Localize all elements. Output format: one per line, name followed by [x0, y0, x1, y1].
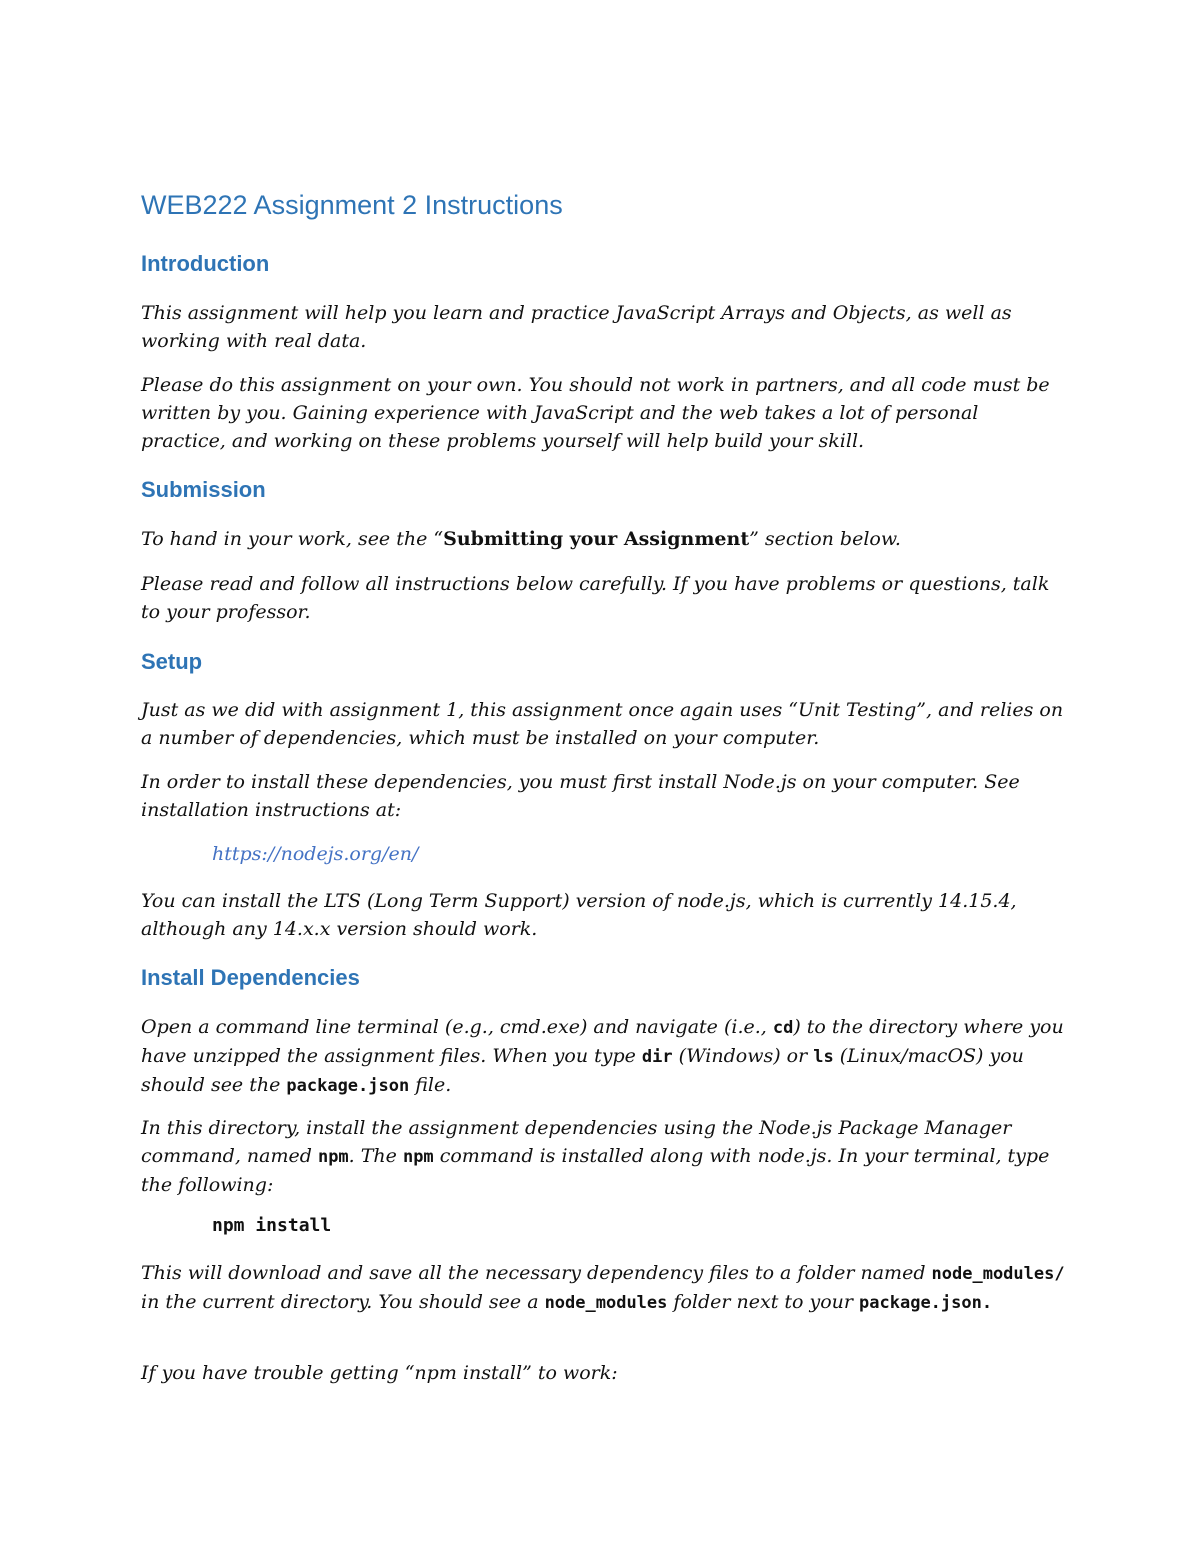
heading-introduction: Introduction	[141, 251, 270, 276]
setup-paragraph-2: In order to install these dependencies, you must first install Node.js on your computer. See installation instructions at:	[141, 771, 1020, 821]
install-paragraph-3: This will download and save all the necessary dependency files to a folder named node_modules/ in the current directory. You should see a node_modules folder next to your package.json.	[141, 1262, 1065, 1313]
heading-install-dependencies: Install Dependencies	[141, 965, 360, 990]
inline-code-package-json-2: package.json.	[859, 1293, 993, 1313]
install-paragraph-2: In this directory, install the assignment dependencies using the Node.js Package Manager command, named npm. The npm command is installed along with node.js. In your terminal, type the following:	[141, 1117, 1050, 1196]
inline-code-cd: cd	[772, 1018, 794, 1038]
submission-paragraph-1: To hand in your work, see the “Submitting your Assignment” section below.	[141, 528, 901, 550]
intro-paragraph-1: This assignment will help you learn and practice JavaScript Arrays and Objects, as well as working with real data.	[141, 302, 1012, 352]
heading-setup: Setup	[141, 649, 203, 674]
npm-install-command: npm install	[212, 1215, 332, 1236]
setup-paragraph-1: Just as we did with assignment 1, this assignment once again uses “Unit Testing”, and relies on a number of dependencies, which must be installed on your computer.	[141, 699, 1064, 749]
inline-code-package-json: package.json	[286, 1076, 410, 1096]
submission-section-reference: Submitting your Assignment	[443, 528, 750, 550]
submission-paragraph-2: Please read and follow all instructions below carefully. If you have problems or questions, talk to your professor.	[141, 573, 1050, 623]
setup-paragraph-3: You can install the LTS (Long Term Support) version of node.js, which is currently 14.15.4, although any 14.x.x version should work.	[141, 890, 1017, 940]
inline-code-ls: ls	[813, 1047, 834, 1067]
intro-paragraph-2: Please do this assignment on your own. You should not work in partners, and all code must be written by you. Gaining experience with JavaScript and the web takes a lot of personal practice, and working on these problems yourself will help build your skill.	[141, 374, 1050, 452]
nodejs-link[interactable]: https://nodejs.org/en/	[212, 843, 419, 865]
inline-code-dir: dir	[641, 1047, 673, 1067]
install-paragraph-1: Open a command line terminal (e.g., cmd.exe) and navigate (i.e., cd) to the directory where you have unzipped the assignment files. When you type dir (Windows) or ls (Linux/macOS) you should see the package.json file.	[141, 1016, 1064, 1096]
inline-code-node-modules: node_modules/	[931, 1264, 1065, 1284]
install-paragraph-4: If you have trouble getting “npm install” to work:	[141, 1362, 618, 1384]
heading-submission: Submission	[141, 477, 266, 502]
inline-code-node-modules-folder: node_modules	[544, 1293, 668, 1313]
document-title: WEB222 Assignment 2 Instructions	[141, 190, 563, 220]
inline-code-npm-2: npm	[402, 1147, 434, 1167]
inline-code-npm: npm	[317, 1147, 349, 1167]
